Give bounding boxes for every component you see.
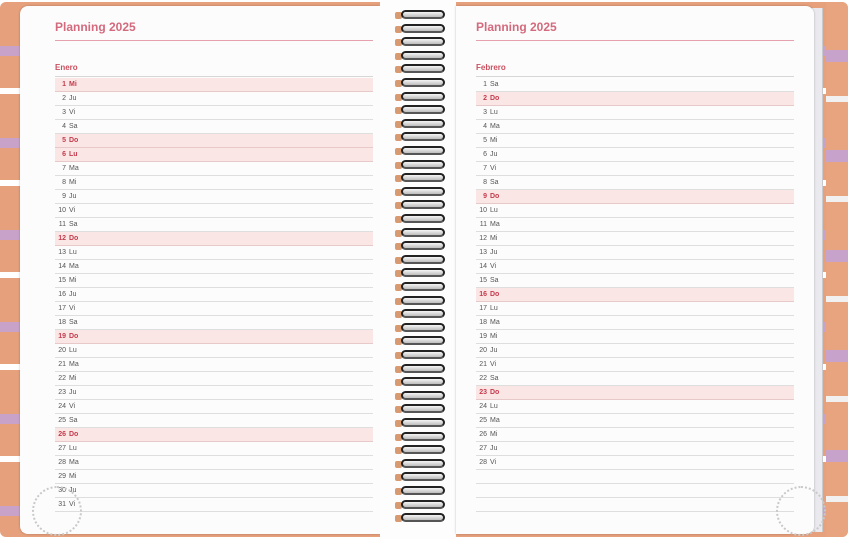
spiral-wire bbox=[401, 350, 445, 359]
weekday-abbr: Ma bbox=[69, 361, 79, 368]
day-row[interactable] bbox=[55, 344, 373, 358]
spiral-ring bbox=[395, 472, 445, 483]
day-row[interactable] bbox=[55, 176, 373, 190]
spiral-ring bbox=[395, 418, 445, 429]
spiral-wire bbox=[401, 24, 445, 33]
day-number: 25 bbox=[479, 417, 487, 424]
day-row[interactable] bbox=[476, 358, 794, 372]
spiral-wire bbox=[401, 391, 445, 400]
spiral-ring bbox=[395, 500, 445, 511]
weekday-abbr: Ju bbox=[69, 95, 77, 102]
spiral-wire bbox=[401, 187, 445, 196]
weekday-abbr: Do bbox=[490, 291, 500, 298]
weekday-abbr: Do bbox=[69, 333, 79, 340]
weekday-abbr: Mi bbox=[490, 333, 498, 340]
spiral-wire bbox=[401, 472, 445, 481]
spiral-ring bbox=[395, 24, 445, 35]
weekday-abbr: Do bbox=[490, 95, 500, 102]
day-number: 27 bbox=[479, 445, 487, 452]
page-title: Planning 2025 bbox=[55, 20, 136, 34]
weekday-abbr: Do bbox=[69, 431, 79, 438]
weekday-abbr: Sa bbox=[69, 417, 78, 424]
weekday-abbr: Mi bbox=[490, 431, 498, 438]
spiral-ring bbox=[395, 255, 445, 266]
weekday-abbr: Ju bbox=[69, 193, 77, 200]
day-row[interactable] bbox=[55, 330, 373, 344]
spiral-ring bbox=[395, 282, 445, 293]
weekday-abbr: Sa bbox=[69, 319, 78, 326]
weekday-abbr: Mi bbox=[69, 375, 77, 382]
day-row[interactable] bbox=[476, 190, 794, 204]
month-divider bbox=[476, 76, 794, 77]
weekday-abbr: Lu bbox=[490, 207, 498, 214]
day-number: 9 bbox=[483, 193, 487, 200]
day-number: 2 bbox=[483, 95, 487, 102]
weekday-abbr: Ma bbox=[490, 319, 500, 326]
day-row[interactable] bbox=[55, 400, 373, 414]
spiral-wire bbox=[401, 119, 445, 128]
spiral-ring bbox=[395, 37, 445, 48]
month-name: Enero bbox=[55, 63, 78, 72]
day-row[interactable] bbox=[476, 302, 794, 316]
spiral-ring bbox=[395, 78, 445, 89]
weekday-abbr: Ma bbox=[490, 417, 500, 424]
spiral-wire bbox=[401, 51, 445, 60]
weekday-abbr: Vi bbox=[69, 403, 76, 410]
corner-decoration bbox=[776, 486, 826, 536]
day-number: 15 bbox=[58, 277, 66, 284]
day-row[interactable] bbox=[55, 120, 373, 134]
day-number: 27 bbox=[58, 445, 66, 452]
day-row[interactable] bbox=[476, 330, 794, 344]
weekday-abbr: Lu bbox=[490, 109, 498, 116]
day-number: 30 bbox=[58, 487, 66, 494]
day-row[interactable] bbox=[476, 218, 794, 232]
day-number: 19 bbox=[479, 333, 487, 340]
day-row[interactable] bbox=[476, 288, 794, 302]
day-row[interactable] bbox=[55, 470, 373, 484]
weekday-abbr: Mi bbox=[69, 81, 77, 88]
weekday-abbr: Vi bbox=[490, 165, 497, 172]
day-number: 8 bbox=[62, 179, 66, 186]
weekday-abbr: Ma bbox=[490, 123, 500, 130]
day-row[interactable] bbox=[476, 204, 794, 218]
spiral-wire bbox=[401, 268, 445, 277]
weekday-abbr: Ju bbox=[69, 291, 77, 298]
weekday-abbr: Ju bbox=[490, 445, 498, 452]
spiral-wire bbox=[401, 64, 445, 73]
day-row[interactable] bbox=[476, 120, 794, 134]
spiral-ring bbox=[395, 459, 445, 470]
day-row[interactable] bbox=[476, 260, 794, 274]
spiral-ring bbox=[395, 323, 445, 334]
day-row[interactable] bbox=[55, 358, 373, 372]
weekday-abbr: Lu bbox=[490, 403, 498, 410]
day-list bbox=[55, 78, 373, 512]
spiral-ring bbox=[395, 187, 445, 198]
day-number: 2 bbox=[62, 95, 66, 102]
spiral-ring bbox=[395, 173, 445, 184]
day-number: 20 bbox=[479, 347, 487, 354]
weekday-abbr: Sa bbox=[69, 221, 78, 228]
spiral-ring bbox=[395, 160, 445, 171]
weekday-abbr: Vi bbox=[69, 305, 76, 312]
day-row[interactable] bbox=[55, 218, 373, 232]
weekday-abbr: Sa bbox=[490, 375, 499, 382]
title-divider bbox=[476, 40, 794, 41]
spiral-ring bbox=[395, 364, 445, 375]
day-row[interactable] bbox=[476, 344, 794, 358]
weekday-abbr: Vi bbox=[490, 263, 497, 270]
day-number: 5 bbox=[62, 137, 66, 144]
weekday-abbr: Ma bbox=[69, 165, 79, 172]
month-divider bbox=[55, 76, 373, 77]
day-row[interactable] bbox=[476, 148, 794, 162]
spiral-wire bbox=[401, 445, 445, 454]
day-number: 12 bbox=[479, 235, 487, 242]
weekday-abbr: Sa bbox=[69, 123, 78, 130]
day-number: 19 bbox=[58, 333, 66, 340]
spiral-ring bbox=[395, 214, 445, 225]
day-number: 12 bbox=[58, 235, 66, 242]
spiral-ring bbox=[395, 146, 445, 157]
spiral-wire bbox=[401, 432, 445, 441]
right-page bbox=[456, 6, 814, 534]
day-number: 6 bbox=[483, 151, 487, 158]
day-number: 9 bbox=[62, 193, 66, 200]
day-number: 10 bbox=[479, 207, 487, 214]
spiral-wire bbox=[401, 228, 445, 237]
spiral-wire bbox=[401, 105, 445, 114]
day-number: 17 bbox=[58, 305, 66, 312]
day-row[interactable] bbox=[55, 274, 373, 288]
spiral-ring bbox=[395, 296, 445, 307]
spiral-binding bbox=[380, 0, 456, 539]
day-number: 18 bbox=[58, 319, 66, 326]
day-number: 31 bbox=[58, 501, 66, 508]
day-row[interactable] bbox=[55, 162, 373, 176]
day-row[interactable] bbox=[55, 204, 373, 218]
weekday-abbr: Ju bbox=[490, 151, 498, 158]
weekday-abbr: Ju bbox=[69, 487, 77, 494]
weekday-abbr: Do bbox=[69, 137, 79, 144]
day-number: 24 bbox=[58, 403, 66, 410]
spiral-wire bbox=[401, 132, 445, 141]
weekday-abbr: Mi bbox=[69, 179, 77, 186]
day-row[interactable] bbox=[55, 134, 373, 148]
spiral-wire bbox=[401, 486, 445, 495]
day-number: 11 bbox=[479, 221, 487, 228]
day-row[interactable] bbox=[55, 260, 373, 274]
day-row[interactable] bbox=[55, 386, 373, 400]
day-row[interactable] bbox=[55, 148, 373, 162]
day-number: 14 bbox=[479, 263, 487, 270]
weekday-abbr: Lu bbox=[490, 305, 498, 312]
day-row[interactable] bbox=[55, 302, 373, 316]
spiral-wire bbox=[401, 459, 445, 468]
day-row[interactable] bbox=[55, 372, 373, 386]
spiral-ring bbox=[395, 445, 445, 456]
spiral-wire bbox=[401, 336, 445, 345]
weekday-abbr: Lu bbox=[69, 347, 77, 354]
weekday-abbr: Mi bbox=[490, 137, 498, 144]
weekday-abbr: Vi bbox=[69, 207, 76, 214]
weekday-abbr: Ma bbox=[490, 221, 500, 228]
day-list bbox=[476, 78, 794, 512]
spiral-ring bbox=[395, 241, 445, 252]
day-row[interactable] bbox=[55, 428, 373, 442]
spiral-wire bbox=[401, 200, 445, 209]
day-row[interactable] bbox=[55, 456, 373, 470]
spiral-wire bbox=[401, 173, 445, 182]
spiral-ring bbox=[395, 51, 445, 62]
day-number: 24 bbox=[479, 403, 487, 410]
day-number: 16 bbox=[58, 291, 66, 298]
day-row[interactable] bbox=[476, 386, 794, 400]
day-row[interactable] bbox=[476, 414, 794, 428]
spiral-wire bbox=[401, 323, 445, 332]
left-page bbox=[20, 6, 380, 534]
day-row[interactable] bbox=[476, 456, 794, 470]
empty-row[interactable] bbox=[476, 484, 794, 498]
day-number: 28 bbox=[479, 459, 487, 466]
day-number: 4 bbox=[483, 123, 487, 130]
spiral-wire bbox=[401, 364, 445, 373]
day-row[interactable] bbox=[55, 232, 373, 246]
day-number: 5 bbox=[483, 137, 487, 144]
day-number: 3 bbox=[62, 109, 66, 116]
spiral-ring bbox=[395, 404, 445, 415]
spiral-ring bbox=[395, 228, 445, 239]
spiral-ring bbox=[395, 350, 445, 361]
day-row[interactable] bbox=[55, 246, 373, 260]
weekday-abbr: Vi bbox=[69, 109, 76, 116]
weekday-abbr: Mi bbox=[69, 277, 77, 284]
day-number: 21 bbox=[479, 361, 487, 368]
day-row[interactable] bbox=[55, 78, 373, 92]
spiral-wire bbox=[401, 418, 445, 427]
day-number: 28 bbox=[58, 459, 66, 466]
spiral-ring bbox=[395, 119, 445, 130]
corner-decoration bbox=[32, 486, 82, 536]
day-row[interactable] bbox=[476, 78, 794, 92]
day-number: 23 bbox=[479, 389, 487, 396]
spiral-wire bbox=[401, 282, 445, 291]
spiral-wire bbox=[401, 255, 445, 264]
day-number: 17 bbox=[479, 305, 487, 312]
spiral-ring bbox=[395, 513, 445, 524]
day-row[interactable] bbox=[55, 106, 373, 120]
weekday-abbr: Vi bbox=[490, 459, 497, 466]
weekday-abbr: Lu bbox=[69, 151, 78, 158]
day-row[interactable] bbox=[55, 92, 373, 106]
spiral-wire bbox=[401, 296, 445, 305]
title-divider bbox=[55, 40, 373, 41]
weekday-abbr: Mi bbox=[490, 235, 498, 242]
day-number: 18 bbox=[479, 319, 487, 326]
weekday-abbr: Sa bbox=[490, 179, 499, 186]
spiral-wire bbox=[401, 309, 445, 318]
day-row[interactable] bbox=[476, 428, 794, 442]
day-number: 11 bbox=[58, 221, 66, 228]
day-number: 15 bbox=[479, 277, 487, 284]
day-number: 7 bbox=[483, 165, 487, 172]
spiral-wire bbox=[401, 10, 445, 19]
day-number: 21 bbox=[58, 361, 66, 368]
day-row[interactable] bbox=[476, 162, 794, 176]
day-row[interactable] bbox=[476, 400, 794, 414]
spiral-wire bbox=[401, 78, 445, 87]
spiral-wire bbox=[401, 513, 445, 522]
weekday-abbr: Do bbox=[69, 235, 79, 242]
day-row[interactable] bbox=[476, 106, 794, 120]
day-number: 16 bbox=[479, 291, 487, 298]
spiral-wire bbox=[401, 500, 445, 509]
day-row[interactable] bbox=[476, 372, 794, 386]
spiral-wire bbox=[401, 377, 445, 386]
day-number: 26 bbox=[479, 431, 487, 438]
spiral-ring bbox=[395, 486, 445, 497]
empty-row[interactable] bbox=[476, 470, 794, 484]
day-row[interactable] bbox=[476, 274, 794, 288]
planner-cover-edge bbox=[826, 2, 848, 537]
day-row[interactable] bbox=[55, 414, 373, 428]
day-row[interactable] bbox=[55, 484, 373, 498]
spiral-wire bbox=[401, 160, 445, 169]
day-row[interactable] bbox=[55, 442, 373, 456]
weekday-abbr: Ju bbox=[69, 389, 77, 396]
spiral-ring bbox=[395, 132, 445, 143]
weekday-abbr: Ma bbox=[69, 263, 79, 270]
weekday-abbr: Sa bbox=[490, 81, 499, 88]
day-row[interactable] bbox=[476, 176, 794, 190]
day-row[interactable] bbox=[476, 316, 794, 330]
day-number: 4 bbox=[62, 123, 66, 130]
weekday-abbr: Do bbox=[490, 389, 500, 396]
day-number: 26 bbox=[58, 431, 66, 438]
day-number: 6 bbox=[62, 151, 66, 158]
day-number: 1 bbox=[62, 81, 66, 88]
day-row[interactable] bbox=[476, 134, 794, 148]
day-number: 22 bbox=[58, 375, 66, 382]
day-number: 8 bbox=[483, 179, 487, 186]
day-row[interactable] bbox=[55, 498, 373, 512]
day-number: 13 bbox=[58, 249, 66, 256]
spiral-ring bbox=[395, 92, 445, 103]
day-number: 25 bbox=[58, 417, 66, 424]
empty-row[interactable] bbox=[476, 498, 794, 512]
day-row[interactable] bbox=[55, 190, 373, 204]
weekday-abbr: Vi bbox=[490, 361, 497, 368]
spiral-ring bbox=[395, 64, 445, 75]
spiral-ring bbox=[395, 10, 445, 21]
day-row[interactable] bbox=[476, 92, 794, 106]
spiral-ring bbox=[395, 391, 445, 402]
day-row[interactable] bbox=[476, 232, 794, 246]
weekday-abbr: Mi bbox=[69, 473, 77, 480]
day-number: 1 bbox=[483, 81, 487, 88]
weekday-abbr: Ma bbox=[69, 459, 79, 466]
day-number: 13 bbox=[479, 249, 487, 256]
weekday-abbr: Ju bbox=[490, 249, 498, 256]
day-number: 3 bbox=[483, 109, 487, 116]
weekday-abbr: Sa bbox=[490, 277, 499, 284]
weekday-abbr: Do bbox=[490, 193, 500, 200]
day-number: 20 bbox=[58, 347, 66, 354]
day-row[interactable] bbox=[55, 288, 373, 302]
weekday-abbr: Vi bbox=[69, 501, 76, 508]
spiral-ring bbox=[395, 200, 445, 211]
weekday-abbr: Ju bbox=[490, 347, 498, 354]
spiral-ring bbox=[395, 432, 445, 443]
spiral-ring bbox=[395, 377, 445, 388]
spiral-wire bbox=[401, 37, 445, 46]
day-row[interactable] bbox=[55, 316, 373, 330]
spiral-ring bbox=[395, 268, 445, 279]
day-row[interactable] bbox=[476, 246, 794, 260]
day-row[interactable] bbox=[476, 442, 794, 456]
day-number: 14 bbox=[58, 263, 66, 270]
spiral-wire bbox=[401, 214, 445, 223]
spiral-ring bbox=[395, 336, 445, 347]
day-number: 23 bbox=[58, 389, 66, 396]
spiral-ring bbox=[395, 105, 445, 116]
weekday-abbr: Lu bbox=[69, 445, 77, 452]
spiral-ring bbox=[395, 309, 445, 320]
page-title: Planning 2025 bbox=[476, 20, 557, 34]
spiral-wire bbox=[401, 146, 445, 155]
spiral-wire bbox=[401, 404, 445, 413]
spiral-wire bbox=[401, 241, 445, 250]
day-number: 10 bbox=[58, 207, 66, 214]
day-number: 22 bbox=[479, 375, 487, 382]
day-number: 7 bbox=[62, 165, 66, 172]
day-number: 29 bbox=[58, 473, 66, 480]
weekday-abbr: Lu bbox=[69, 249, 77, 256]
spiral-wire bbox=[401, 92, 445, 101]
month-name: Febrero bbox=[476, 63, 506, 72]
